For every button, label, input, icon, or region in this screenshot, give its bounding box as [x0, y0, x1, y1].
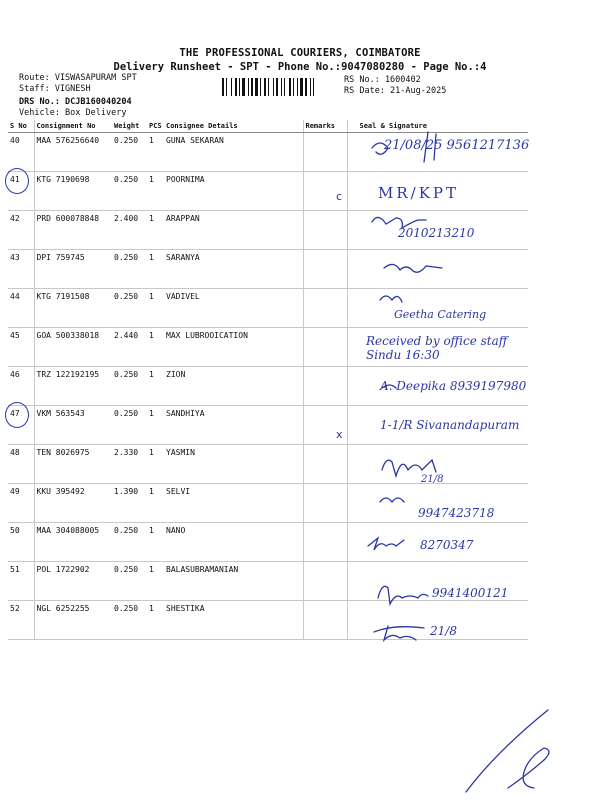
scribble-51 — [378, 586, 428, 604]
cell-sno: 44 — [8, 289, 34, 328]
cell-consignee: BALASUBRAMANIAN — [164, 562, 303, 601]
cell-consignment: MAA 576256640 — [34, 133, 112, 172]
scribble-bottom-corner — [466, 710, 549, 792]
cell-consignee: SARANYA — [164, 250, 303, 289]
cell-consignee: MAX LUBROOICATION — [164, 328, 303, 367]
cell-sno: 49 — [8, 484, 34, 523]
signature-51: 9941400121 — [432, 586, 509, 600]
signature-50: 8270347 — [420, 538, 474, 552]
scribble-49 — [380, 498, 404, 502]
cell-consignment: PRD 600078848 — [34, 211, 112, 250]
scribble-44 — [380, 296, 402, 302]
cell-pcs: 1 — [147, 172, 164, 211]
cell-sno: 41 — [8, 172, 34, 211]
scribble-46 — [382, 385, 396, 388]
rs-date: RS Date: 21-Aug-2025 — [344, 86, 447, 96]
staff-label: Staff: VIGNESH — [19, 84, 91, 94]
cell-weight: 2.330 — [112, 445, 147, 484]
scribble-52 — [374, 626, 424, 640]
cell-consignment: KTG 7190698 — [34, 172, 112, 211]
signature-45: Received by office staff Sindu 16:30 — [366, 334, 508, 362]
signature-40: 21/08/25 9561217136 — [384, 138, 530, 153]
cell-pcs: 1 — [147, 133, 164, 172]
remark-mark-41: c — [336, 190, 343, 203]
scribble-43 — [384, 264, 442, 272]
cell-consignment: GOA 500338018 — [34, 328, 112, 367]
cell-sno: 45 — [8, 328, 34, 367]
cell-consignment: KKU 395492 — [34, 484, 112, 523]
col-header-remarks: Remarks — [303, 120, 347, 133]
cell-consignment: VKM 563543 — [34, 406, 112, 445]
cell-consignee: NANO — [164, 523, 303, 562]
cell-consignment: DPI 759745 — [34, 250, 112, 289]
cell-weight: 0.250 — [112, 367, 147, 406]
cell-consignment: TEN 8026975 — [34, 445, 112, 484]
cell-consignee: ARAPPAN — [164, 211, 303, 250]
cell-consignee: YASMIN — [164, 445, 303, 484]
col-header-sno: S No — [8, 120, 34, 133]
cell-pcs: 1 — [147, 484, 164, 523]
scribble-42 — [372, 217, 426, 228]
cell-consignment: POL 1722902 — [34, 562, 112, 601]
cell-pcs: 1 — [147, 601, 164, 640]
signature-46: A. Deepika 8939197980 — [380, 379, 527, 393]
cell-sno: 43 — [8, 250, 34, 289]
cell-weight: 0.250 — [112, 172, 147, 211]
scribble-40 — [372, 132, 436, 162]
cell-sno: 52 — [8, 601, 34, 640]
cell-consignee: VADIVEL — [164, 289, 303, 328]
cell-pcs: 1 — [147, 562, 164, 601]
cell-consignee: POORNIMA — [164, 172, 303, 211]
cell-weight: 2.400 — [112, 211, 147, 250]
signature-47: 1-1/R Sivanandapuram — [380, 418, 520, 432]
cell-pcs: 1 — [147, 367, 164, 406]
cell-sno: 42 — [8, 211, 34, 250]
route-label: Route: VISWASAPURAM SPT — [19, 73, 137, 83]
cell-sno: 50 — [8, 523, 34, 562]
col-header-weight: Weight — [112, 120, 147, 133]
cell-sno: 47 — [8, 406, 34, 445]
signature-52: 21/8 — [430, 624, 457, 638]
cell-pcs: 1 — [147, 406, 164, 445]
cell-consignment: TRZ 122192195 — [34, 367, 112, 406]
cell-consignee: SELVI — [164, 484, 303, 523]
cell-weight: 0.250 — [112, 133, 147, 172]
cell-weight: 0.250 — [112, 250, 147, 289]
cell-weight: 0.250 — [112, 523, 147, 562]
remark-mark-47: x — [336, 428, 343, 441]
cell-weight: 0.250 — [112, 289, 147, 328]
col-header-signature: Seal & Signature — [347, 120, 528, 133]
company-title: THE PROFESSIONAL COURIERS, COIMBATORE — [179, 47, 421, 59]
col-header-consignee: Consignee Details — [164, 120, 303, 133]
cell-weight: 2.440 — [112, 328, 147, 367]
col-header-consignment: Consignment No — [34, 120, 112, 133]
signature-48: 21/8 — [421, 474, 444, 485]
signature-49: 9947423718 — [418, 506, 495, 520]
cell-pcs: 1 — [147, 328, 164, 367]
scribble-50 — [368, 538, 404, 550]
cell-pcs: 1 — [147, 445, 164, 484]
cell-consignee: ZION — [164, 367, 303, 406]
signature-41: MR/KPT — [378, 184, 460, 202]
cell-consignment: NGL 6252255 — [34, 601, 112, 640]
signature-44: Geetha Catering — [394, 308, 487, 321]
cell-sno: 40 — [8, 133, 34, 172]
cell-sno: 48 — [8, 445, 34, 484]
drs-number: DRS No.: DCJB160040204 — [19, 97, 132, 107]
runsheet-subtitle: Delivery Runsheet - SPT - Phone No.:9047080280 - Page No.:4 — [113, 61, 487, 73]
col-header-pcs: PCS — [147, 120, 164, 133]
cell-consignee: GUNA SEKARAN — [164, 133, 303, 172]
cell-consignment: MAA 304088005 — [34, 523, 112, 562]
cell-weight: 1.390 — [112, 484, 147, 523]
cell-pcs: 1 — [147, 250, 164, 289]
cell-sno: 51 — [8, 562, 34, 601]
cell-consignment: KTG 7191508 — [34, 289, 112, 328]
cell-pcs: 1 — [147, 289, 164, 328]
signature-42: 2010213210 — [398, 226, 475, 240]
cell-pcs: 1 — [147, 523, 164, 562]
cell-consignee: SANDHIYA — [164, 406, 303, 445]
vehicle-label: Vehicle: Box Delivery — [19, 108, 127, 118]
scribble-48 — [382, 460, 436, 476]
cell-weight: 0.250 — [112, 406, 147, 445]
cell-sno: 46 — [8, 367, 34, 406]
cell-pcs: 1 — [147, 211, 164, 250]
cell-consignee: SHESTIKA — [164, 601, 303, 640]
cell-weight: 0.250 — [112, 601, 147, 640]
cell-weight: 0.250 — [112, 562, 147, 601]
rs-number: RS No.: 1600402 — [344, 75, 421, 85]
